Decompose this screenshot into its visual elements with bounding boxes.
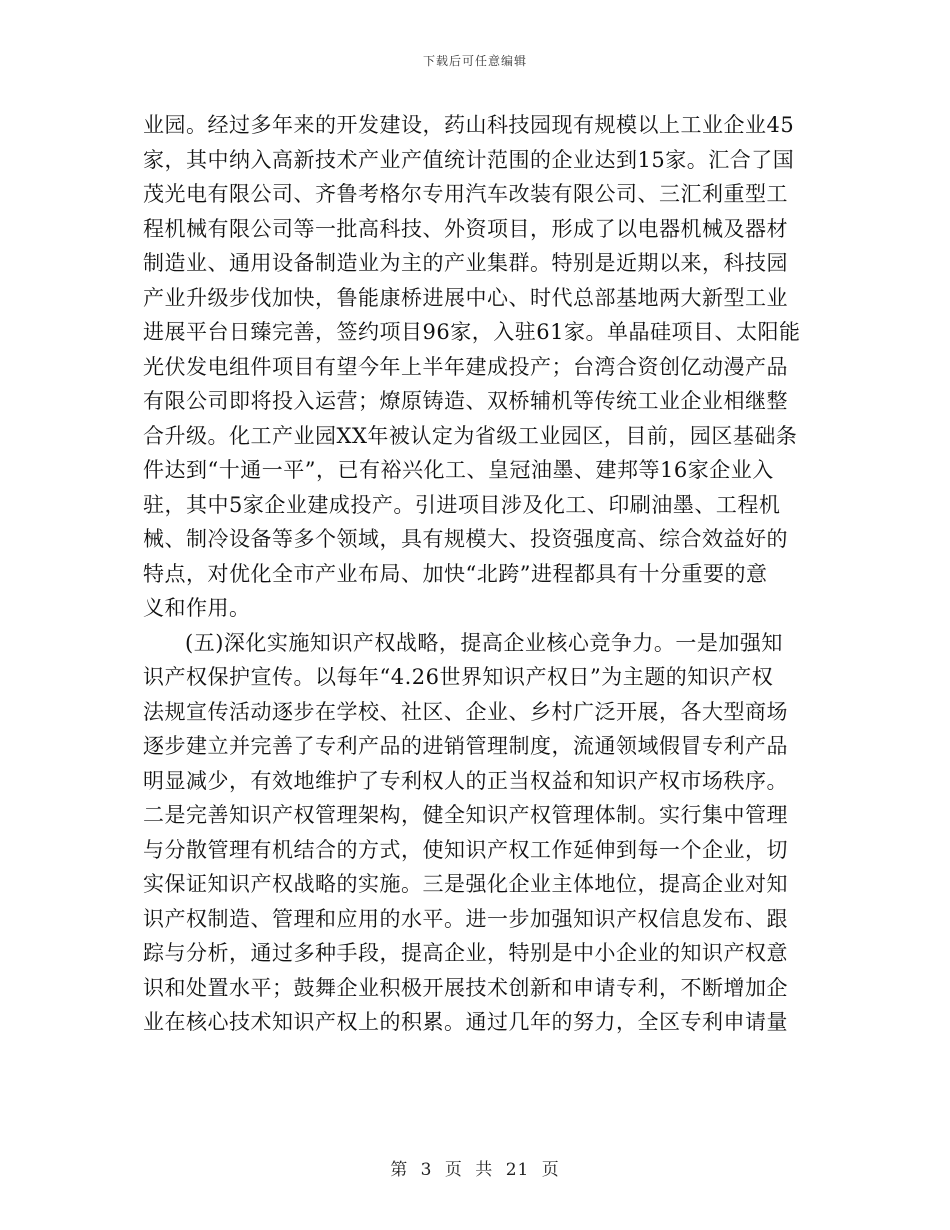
document-body — [143, 108, 803, 1040]
text-line: 有限公司即将投入运营；燎原铸造、双桥辅机等传统工业企业相继整 — [143, 389, 788, 413]
text-line: 驻，其中5家企业建成投产。引进项目涉及化工、印刷油墨、工程机 — [143, 492, 781, 517]
text-line: (五)深化实施知识产权战略，提高企业核心竞争力。一是加强知 — [185, 630, 783, 655]
text-line: 识产权保护宣传。以每年“4.26世界知识产权日”为主题的知识产权 — [143, 665, 774, 689]
text-line: 踪与分析，通过多种手段，提高企业，特别是中小企业的知识产权意 — [143, 941, 788, 965]
text-line: 程机械有限公司等一批高科技、外资项目，形成了以电器机械及器材 — [143, 216, 788, 241]
text-line: 业园。经过多年来的开发建设，药山科技园现有规模以上工业企业45 — [143, 113, 795, 137]
text-line: 明显减少，有效地维护了专利权人的正当权益和知识产权市场秩序。 — [143, 768, 788, 793]
text-line: 特点，对优化全市产业布局、加快“北跨”进程都具有十分重要的意 — [143, 561, 768, 586]
text-line: 合升级。化工产业园XX年被认定为省级工业园区，目前，园区基础条 — [143, 423, 798, 448]
page-footer: 第 3 页 共 21 页 — [390, 1160, 560, 1180]
text-line: 业在核心技术知识产权上的积累。通过几年的努力，全区专利申请量 — [143, 1010, 788, 1034]
text-line: 光伏发电组件项目有望今年上半年建成投产；台湾合资创亿动漫产品 — [143, 354, 788, 379]
text-line: 义和作用。 — [143, 596, 251, 620]
text-line: 识产权制造、管理和应用的水平。进一步加强知识产权信息发布、跟 — [143, 906, 788, 931]
text-line: 家，其中纳入高新技术产业产值统计范围的企业达到15家。汇合了国 — [143, 147, 795, 172]
text-line: 械、制冷设备等多个领域，具有规模大、投资强度高、综合效益好的 — [143, 527, 788, 551]
text-line: 件达到“十通一平”，已有裕兴化工、皇冠油墨、建邦等16家企业入 — [143, 458, 774, 482]
text-line: 与分散管理有机结合的方式，使知识产权工作延伸到每一个企业，切 — [143, 837, 788, 862]
text-line: 识和处置水平；鼓舞企业积极开展技术创新和申请专利，不断增加企 — [143, 975, 788, 1000]
text-line: 进展平台日臻完善，签约项目96家，入驻61家。单晶硅项目、太阳能 — [143, 320, 801, 344]
text-line: 二是完善知识产权管理架构，健全知识产权管理体制。实行集中管理 — [143, 803, 788, 827]
text-line: 逐步建立并完善了专利产品的进销管理制度，流通领域假冒专利产品 — [143, 734, 788, 758]
text-line: 法规宣传活动逐步在学校、社区、企业、乡村广泛开展，各大型商场 — [143, 699, 788, 724]
text-line: 实保证知识产权战略的实施。三是强化企业主体地位，提高企业对知 — [143, 872, 788, 896]
text-line: 茂光电有限公司、齐鲁考格尔专用汽车改装有限公司、三汇利重型工 — [143, 182, 788, 206]
text-line: 制造业、通用设备制造业为主的产业集群。特别是近期以来，科技园 — [143, 251, 788, 275]
page-header: 下载后可任意编辑 — [422, 54, 527, 68]
text-line: 产业升级步伐加快，鲁能康桥进展中心、时代总部基地两大新型工业 — [143, 285, 788, 310]
